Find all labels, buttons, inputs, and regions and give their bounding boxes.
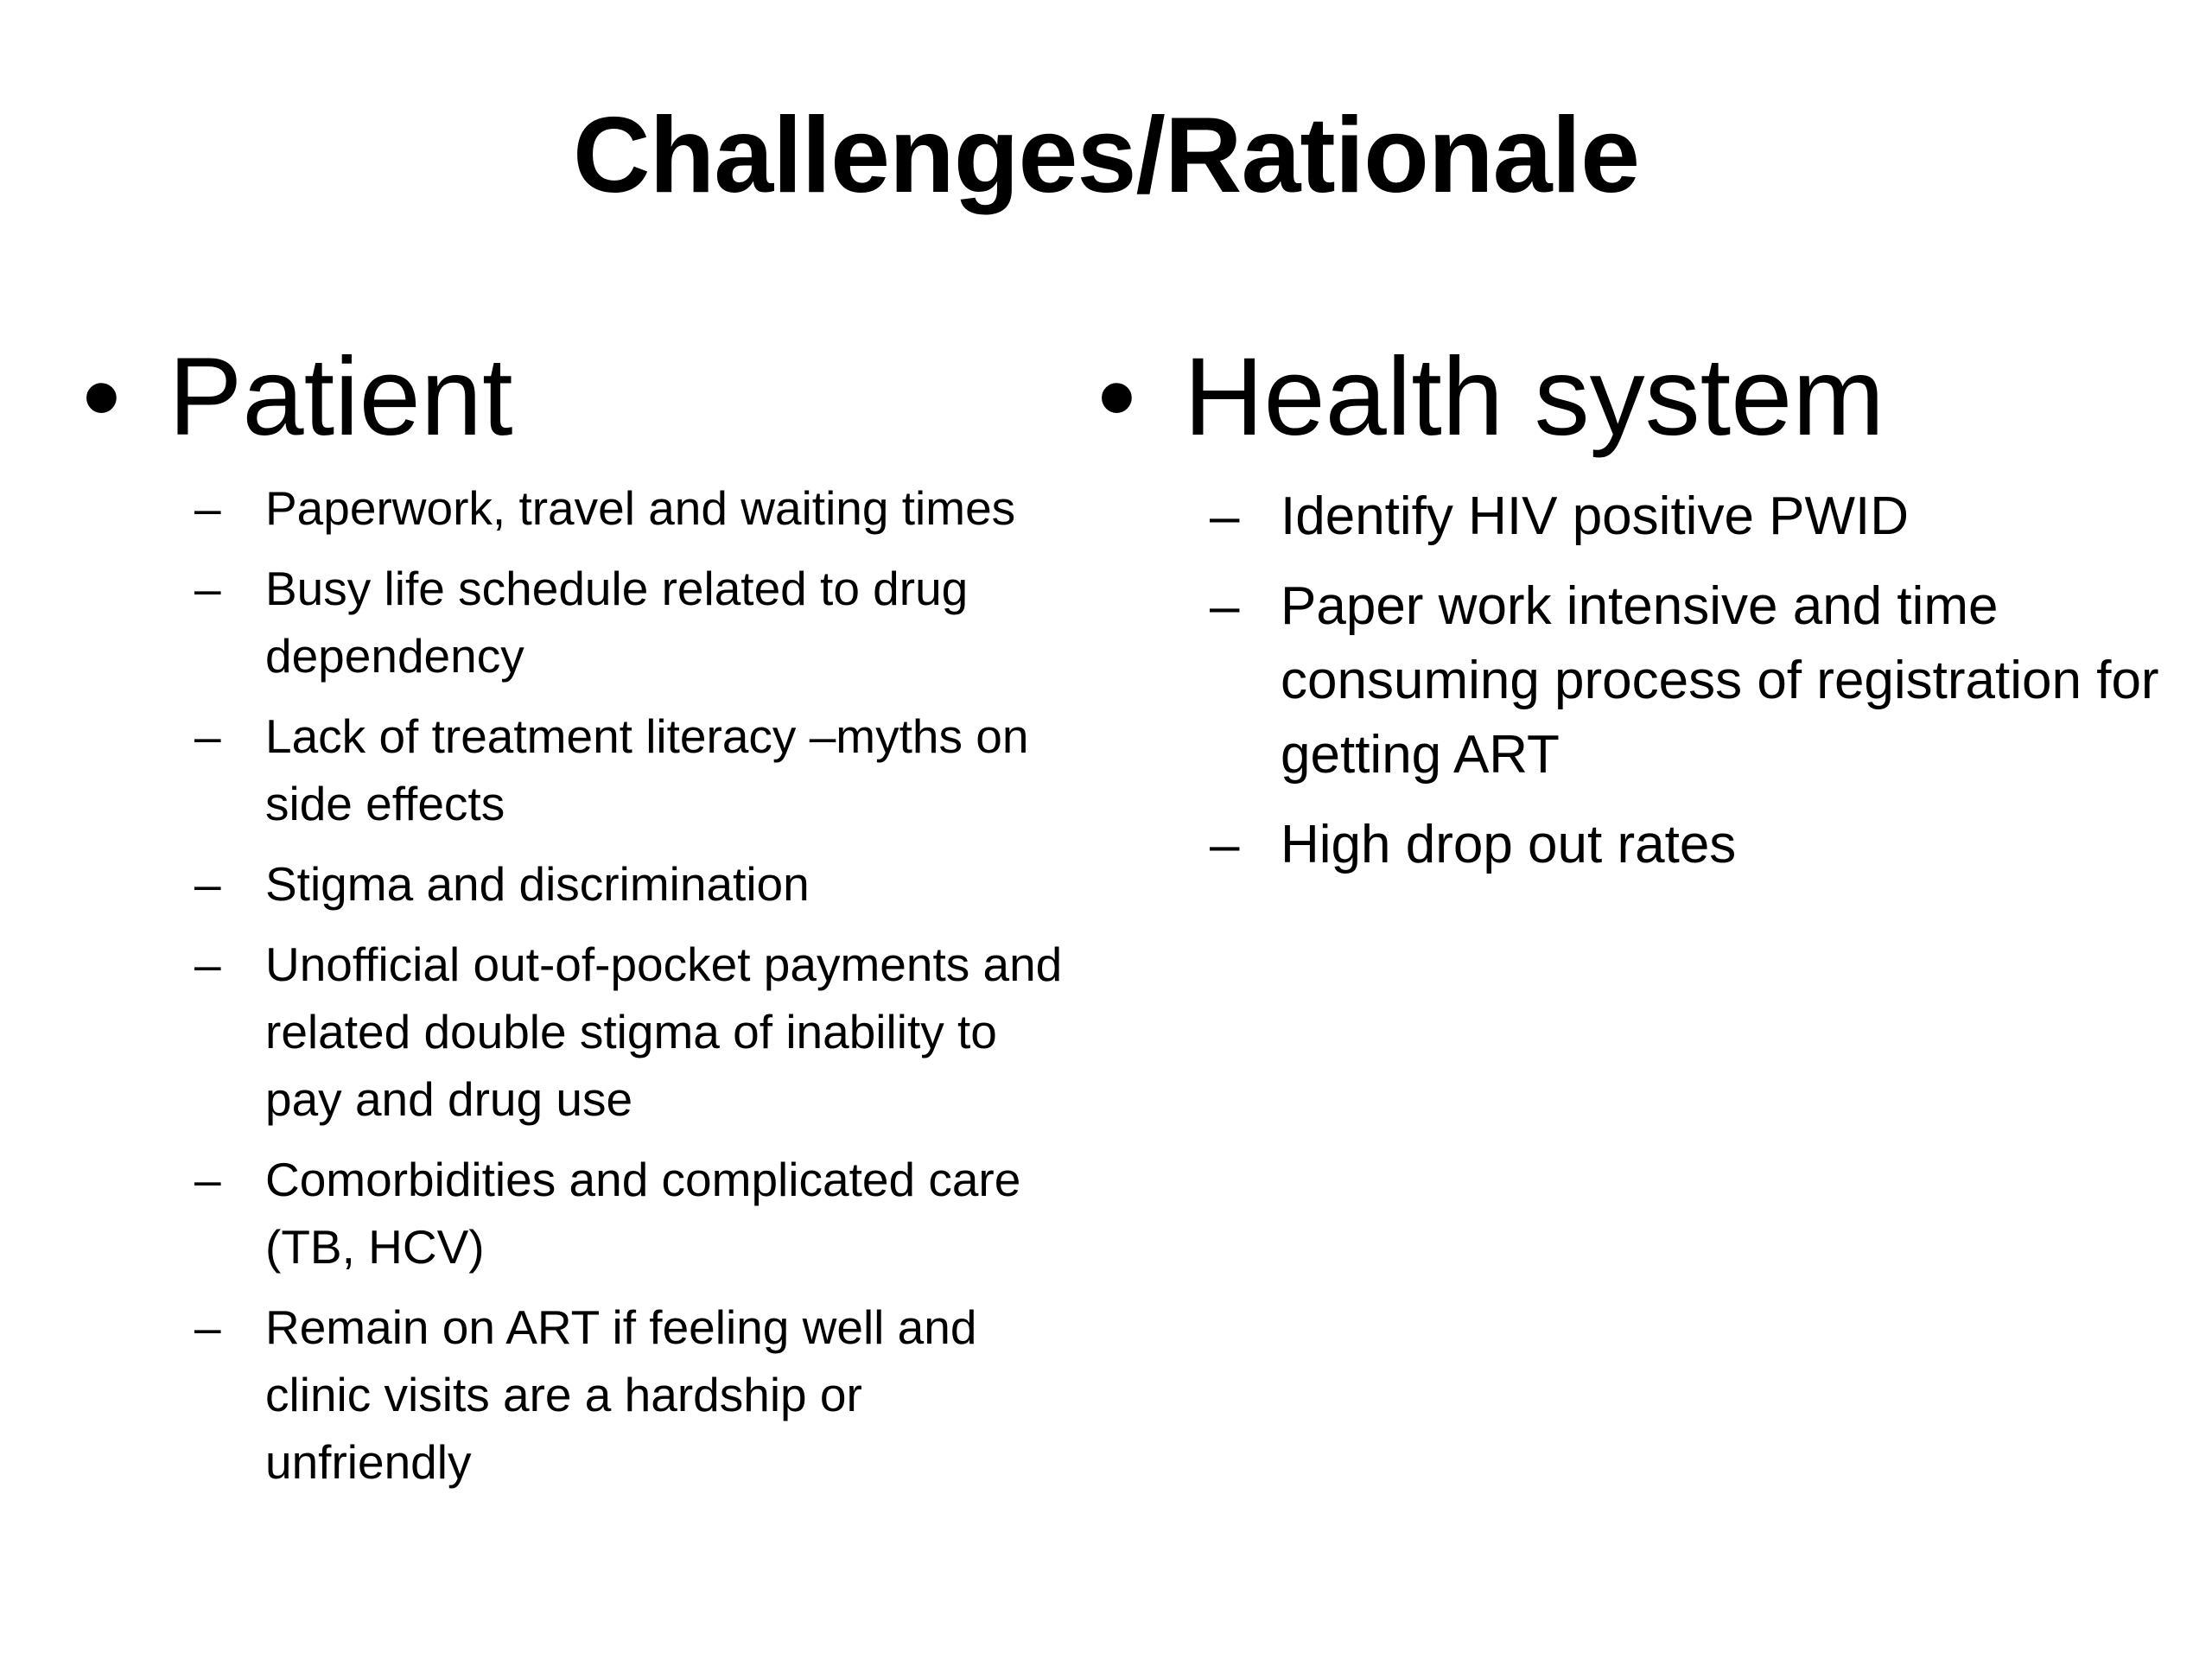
column-heading-text: Patient xyxy=(168,335,513,459)
list-item xyxy=(1097,569,2195,792)
dash-icon: – xyxy=(194,1300,221,1354)
list-item-text: Comorbidities and complicated care (TB, HCV) xyxy=(265,1153,1021,1274)
bullet-icon: • xyxy=(1097,335,1136,459)
list-item-text: Paper work intensive and time consuming process of registration for getting ART xyxy=(1281,576,2159,785)
column-heading xyxy=(1097,333,2195,462)
list-item xyxy=(82,850,1067,918)
list-item-text: Paperwork, travel and waiting times xyxy=(265,481,1016,535)
dash-icon: – xyxy=(194,857,221,911)
dash-icon: – xyxy=(194,938,221,991)
slide-title: Challenges/Rationale xyxy=(572,96,1640,215)
health-system-list xyxy=(1097,480,2195,882)
list-item-text: Busy life schedule related to drug dependency xyxy=(265,562,969,683)
dash-icon: – xyxy=(194,709,221,763)
list-item-text: Lack of treatment literacy –myths on side effects xyxy=(265,709,1029,830)
dash-icon: – xyxy=(1210,576,1240,636)
patient-list xyxy=(82,474,1067,1496)
list-item xyxy=(82,555,1067,690)
health-system-column xyxy=(1097,333,2195,898)
dash-icon: – xyxy=(1210,486,1240,546)
list-item xyxy=(82,931,1067,1133)
dash-icon: – xyxy=(194,1153,221,1206)
list-item-text: Identify HIV positive PWID xyxy=(1281,486,1910,546)
patient-column xyxy=(82,333,1067,1509)
list-item xyxy=(82,1146,1067,1281)
list-item xyxy=(1097,808,2195,882)
dash-icon: – xyxy=(194,562,221,615)
list-item xyxy=(82,702,1067,837)
list-item-text: Stigma and discrimination xyxy=(265,857,810,911)
dash-icon: – xyxy=(194,481,221,535)
list-item xyxy=(82,1294,1067,1496)
list-item xyxy=(1097,480,2195,554)
list-item-text: Unofficial out-of-pocket payments and related double stigma of inability to pay and drug use xyxy=(265,938,1063,1126)
list-item xyxy=(82,474,1067,542)
column-heading-text: Health system xyxy=(1184,335,1885,459)
bullet-icon: • xyxy=(82,335,121,459)
list-item-text: High drop out rates xyxy=(1281,815,1737,874)
dash-icon: – xyxy=(1210,815,1240,874)
list-item-text: Remain on ART if feeling well and clinic visits are a hardship or unfriendly xyxy=(265,1300,977,1489)
column-heading xyxy=(82,333,1067,462)
